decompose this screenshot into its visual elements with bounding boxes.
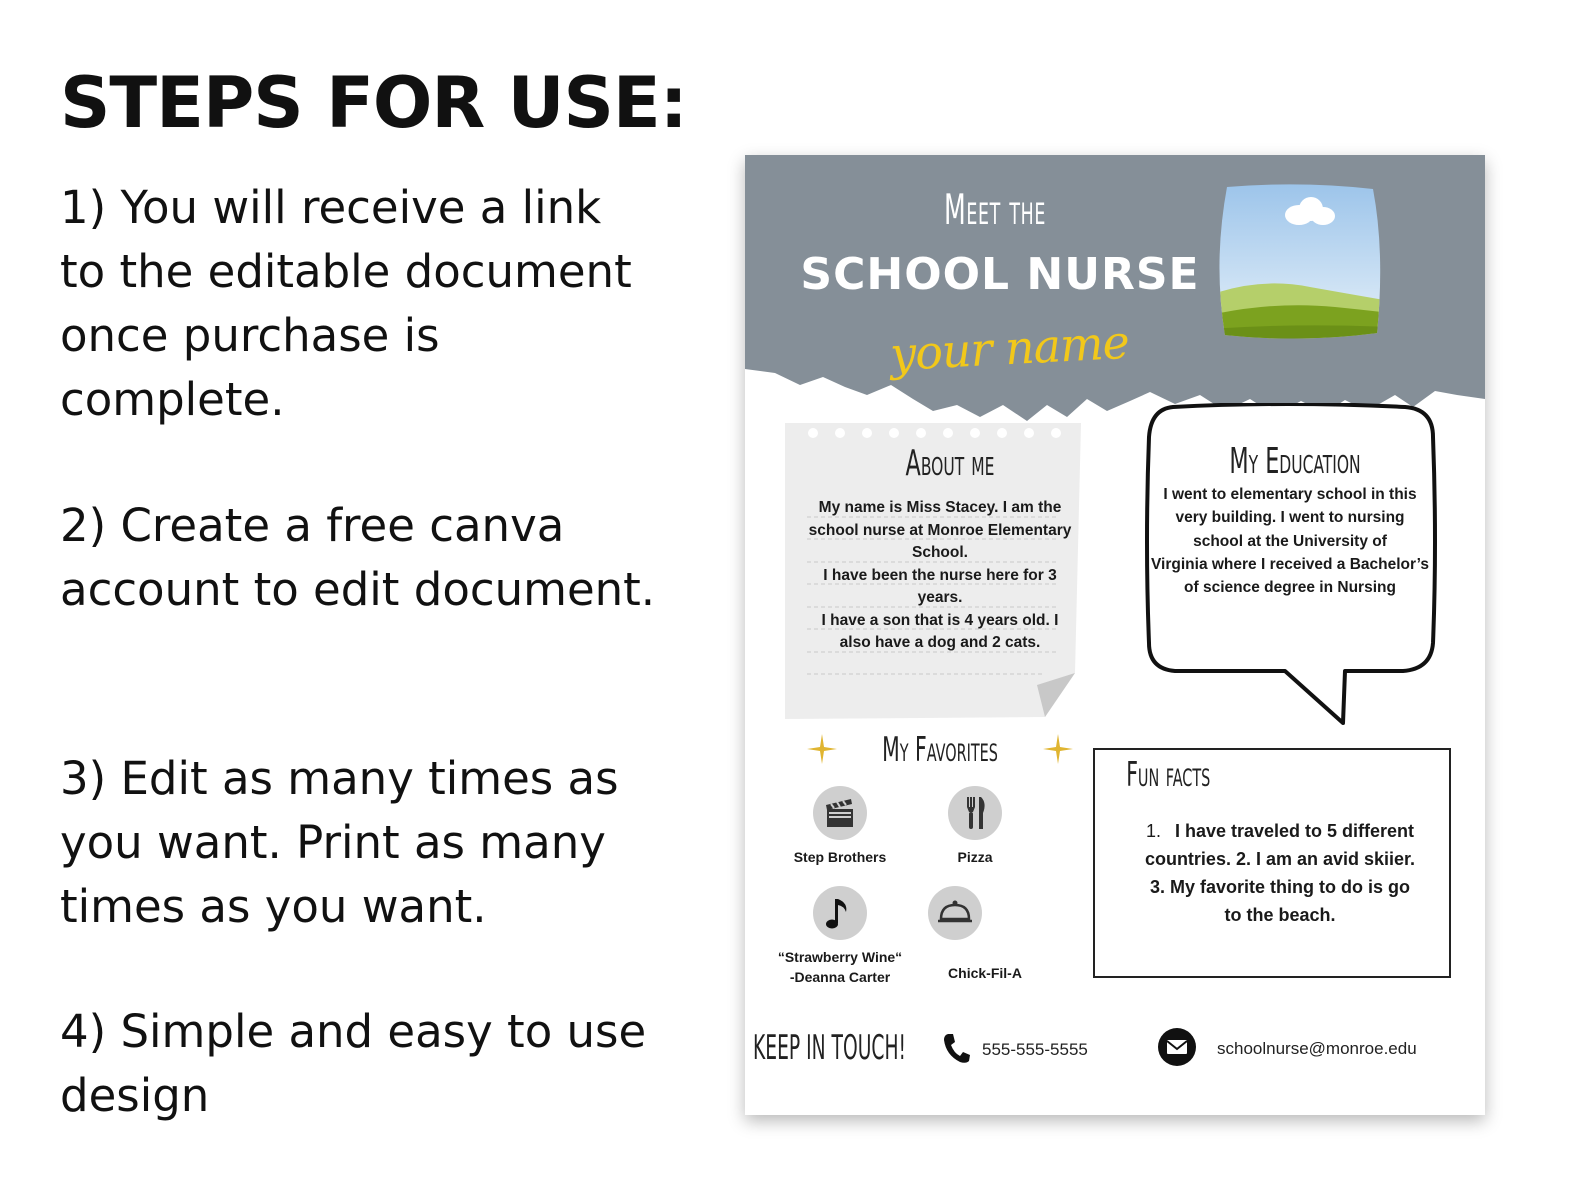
favorite-item-food <box>895 785 1055 867</box>
step-2: 2) Create a free canva account to edit document. <box>60 499 656 616</box>
fun-facts-number: 1. <box>1145 821 1161 841</box>
sparkle-icon <box>1041 732 1075 766</box>
header-title: SCHOOL NURSE <box>800 249 1200 300</box>
about-title: About me <box>905 443 995 484</box>
education-text: I went to elementary school in this very building. I went to nursing school at the University of Virginia where I received a Bachelor’s of science degree in Nursing <box>1151 486 1429 597</box>
step-4: 4) Simple and easy to use design <box>60 1005 647 1122</box>
favorite-label: Chick-Fil-A <box>948 965 1022 981</box>
clapperboard-icon <box>812 785 868 841</box>
fun-facts-body: I have traveled to 5 different countries. 2. I am an avid skiier. 3. My favorite thing to do is go to the beach. <box>1144 821 1416 925</box>
favorite-item-song <box>760 885 920 987</box>
favorite-label: Pizza <box>957 849 993 865</box>
step-1: 1) You will receive a link to the editable document once purchase is complete. <box>60 181 632 426</box>
step-3: 3) Edit as many times as you want. Print as many times as you want. <box>60 752 619 933</box>
flyer-preview <box>745 155 1485 1115</box>
mail-icon <box>1157 1027 1197 1067</box>
phone-number[interactable]: 555-555-5555 <box>982 1040 1088 1059</box>
header-subtitle: Meet the <box>944 185 1046 234</box>
fork-knife-icon <box>947 785 1003 841</box>
education-title: My Education <box>1229 441 1361 482</box>
cloche-icon <box>927 885 983 941</box>
favorites-title: My Favorites <box>882 730 998 770</box>
sparkle-icon <box>805 732 839 766</box>
favorite-label: “Strawberry Wine“ -Deanna Carter <box>777 949 903 985</box>
email-address[interactable]: schoolnurse@monroe.edu <box>1217 1039 1417 1058</box>
landscape-image <box>1215 183 1385 343</box>
steps-title: STEPS FOR USE: <box>60 62 687 144</box>
favorite-item-restaurant <box>905 885 1065 983</box>
favorite-label: Step Brothers <box>793 849 887 865</box>
phone-icon <box>942 1032 970 1064</box>
about-text: My name is Miss Stacey. I am the school nurse at Monroe Elementary School. I have been the nurse here for 3 years. I have a son that is 4 years old. I also have a dog and 2 cats. <box>808 499 1072 651</box>
nurse-name: your name <box>888 314 1131 382</box>
fun-facts-text <box>1140 817 1420 929</box>
fun-facts-title: Fun facts <box>1126 755 1211 795</box>
keep-in-touch: KEEP IN TOUCH! <box>753 1028 907 1068</box>
music-note-icon <box>812 885 868 941</box>
favorites-header <box>805 730 1075 770</box>
